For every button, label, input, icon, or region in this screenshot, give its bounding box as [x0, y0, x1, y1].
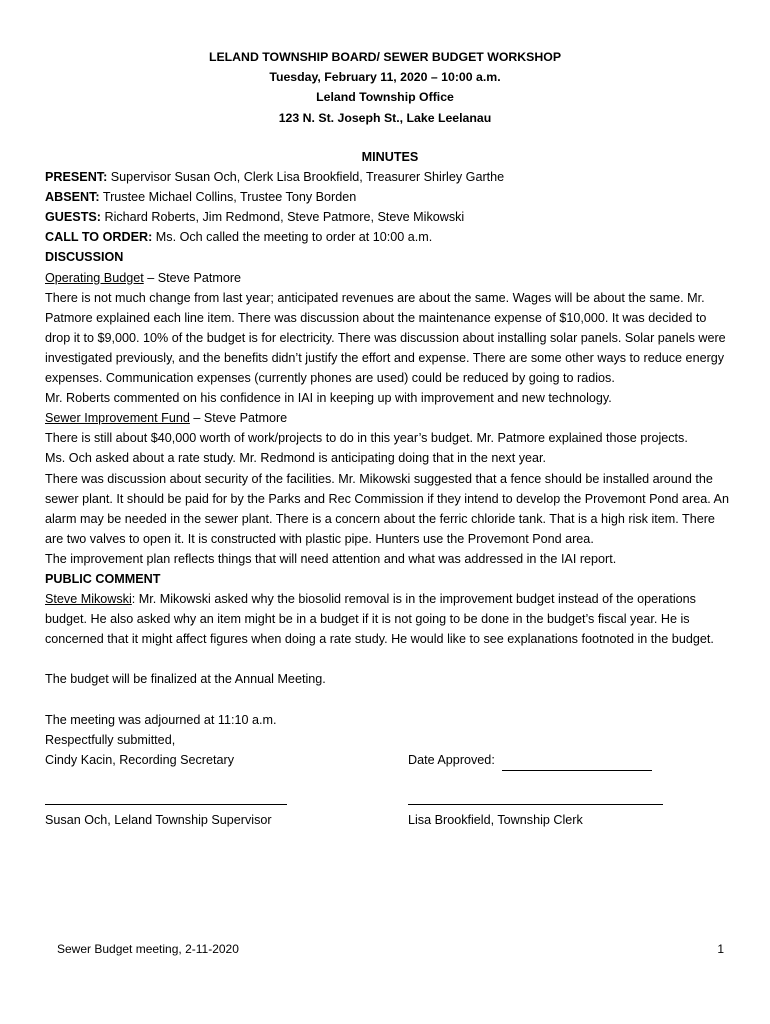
guests-line [45, 207, 735, 227]
absent-text: Trustee Michael Collins, Trustee Tony Borden [99, 190, 357, 205]
present-label: PRESENT: [45, 170, 108, 185]
date-approved-label: Date Approved: [408, 752, 495, 767]
guests-text: Richard Roberts, Jim Redmond, Steve Patmore, Steve Mikowski [100, 210, 465, 225]
public-comment-heading: PUBLIC COMMENT [45, 571, 161, 586]
page-footer: Sewer Budget meeting, 2-11-2020 [57, 942, 239, 956]
header-location: Leland Township Office [316, 90, 454, 105]
page-number: 1 [717, 942, 724, 956]
sewer-fund-heading [45, 408, 735, 428]
mikowski-text: : Mr. Mikowski asked why the biosolid removal is in the improvement budget instead of the operations budget. He also asked why an item might be in a budget if it is not going to be done in the budget’s fiscal year. He is concerned that it might affect figures when doing a rate study. He would like to see explanations footnoted in the budget. [45, 592, 714, 647]
sewer-fund-presenter: – Steve Patmore [189, 411, 288, 426]
secretary-row [45, 750, 735, 770]
recording-secretary: Cindy Kacin, Recording Secretary [45, 752, 234, 767]
adjourned-statement: The meeting was adjourned at 11:10 a.m. [45, 712, 277, 727]
spacer [45, 690, 735, 710]
sewer-paragraph-1: There is still about $40,000 worth of work/projects to do in this year’s budget. Mr. Patmore explained those projects. [45, 431, 688, 446]
absent-line [45, 187, 735, 207]
operating-budget-heading [45, 268, 735, 288]
respectfully-submitted: Respectfully submitted, [45, 732, 176, 747]
sewer-paragraph-2: Ms. Och asked about a rate study. Mr. Redmond is anticipating doing that in the next year. [45, 451, 546, 466]
signature-lines [45, 770, 735, 810]
present-text: Supervisor Susan Och, Clerk Lisa Brookfield, Treasurer Shirley Garthe [107, 170, 505, 185]
discussion-heading: DISCUSSION [45, 250, 124, 265]
supervisor-signature-name: Susan Och, Leland Township Supervisor [45, 812, 272, 827]
signature-names-row [45, 810, 735, 830]
finalized-statement: The budget will be finalized at the Annual Meeting. [45, 672, 326, 687]
mikowski-name: Steve Mikowski [45, 592, 132, 607]
operating-budget-paragraph: There is not much change from last year; anticipated revenues are about the same. Wages will be about the same. Mr. Patmore explained each line item. There was discussion about the maintenance expense of $10,000. It was decided to drop it to $9,000. 10% of the budget is for electricity. There was discussion about installing solar panels. Solar panels were investigated previously, and the benefits didn’t justify the effort and expense. There are some other ways to reduce energy expenses. Communication expenses (currently phones are used) could be reduced by going to radios. [45, 290, 726, 386]
operating-budget-presenter: – Steve Patmore [143, 270, 242, 285]
sewer-paragraph-4: The improvement plan reflects things that will need attention and what was addressed in the IAI report. [45, 551, 617, 566]
header-date: Tuesday, February 11, 2020 – 10:00 a.m. [269, 70, 501, 85]
header-title: LELAND TOWNSHIP BOARD/ SEWER BUDGET WORKSHOP [208, 50, 562, 64]
clerk-signature-line [408, 804, 663, 805]
document-body [45, 147, 735, 830]
roberts-paragraph: Mr. Roberts commented on his confidence in IAI in keeping up with improvement and new technology. [45, 391, 612, 406]
call-to-order-label: CALL TO ORDER: [45, 230, 153, 245]
minutes-title: MINUTES [361, 150, 419, 164]
date-approved-field [408, 750, 652, 771]
date-approved-line [502, 750, 652, 771]
header-address: 123 N. St. Joseph St., Lake Leelanau [278, 110, 492, 125]
sewer-fund-title: Sewer Improvement Fund [45, 411, 190, 426]
operating-budget-title: Operating Budget [45, 270, 144, 285]
clerk-signature-name: Lisa Brookfield, Township Clerk [408, 812, 583, 827]
call-to-order-line [45, 227, 735, 247]
supervisor-signature-line [45, 804, 287, 805]
sewer-paragraph-3: There was discussion about security of the facilities. Mr. Mikowski suggested that a fence should be installed around the sewer plant. It should be paid for by the Parks and Rec Commission if they intend to develop the Provemont Pond area. An alarm may be needed in the sewer plant. There is a concern about the ferric chloride tank. That is a high risk item. There are two valves to open it. It is constructed with plastic pipe. Hunters use the Provemont Pond area. [45, 471, 729, 546]
document-header [0, 47, 770, 128]
present-line [45, 167, 735, 187]
guests-label: GUESTS: [45, 210, 101, 225]
mikowski-comment [45, 589, 735, 649]
call-to-order-text: Ms. Och called the meeting to order at 10:00 a.m. [152, 230, 433, 245]
absent-label: ABSENT: [45, 190, 100, 205]
spacer [45, 649, 735, 669]
